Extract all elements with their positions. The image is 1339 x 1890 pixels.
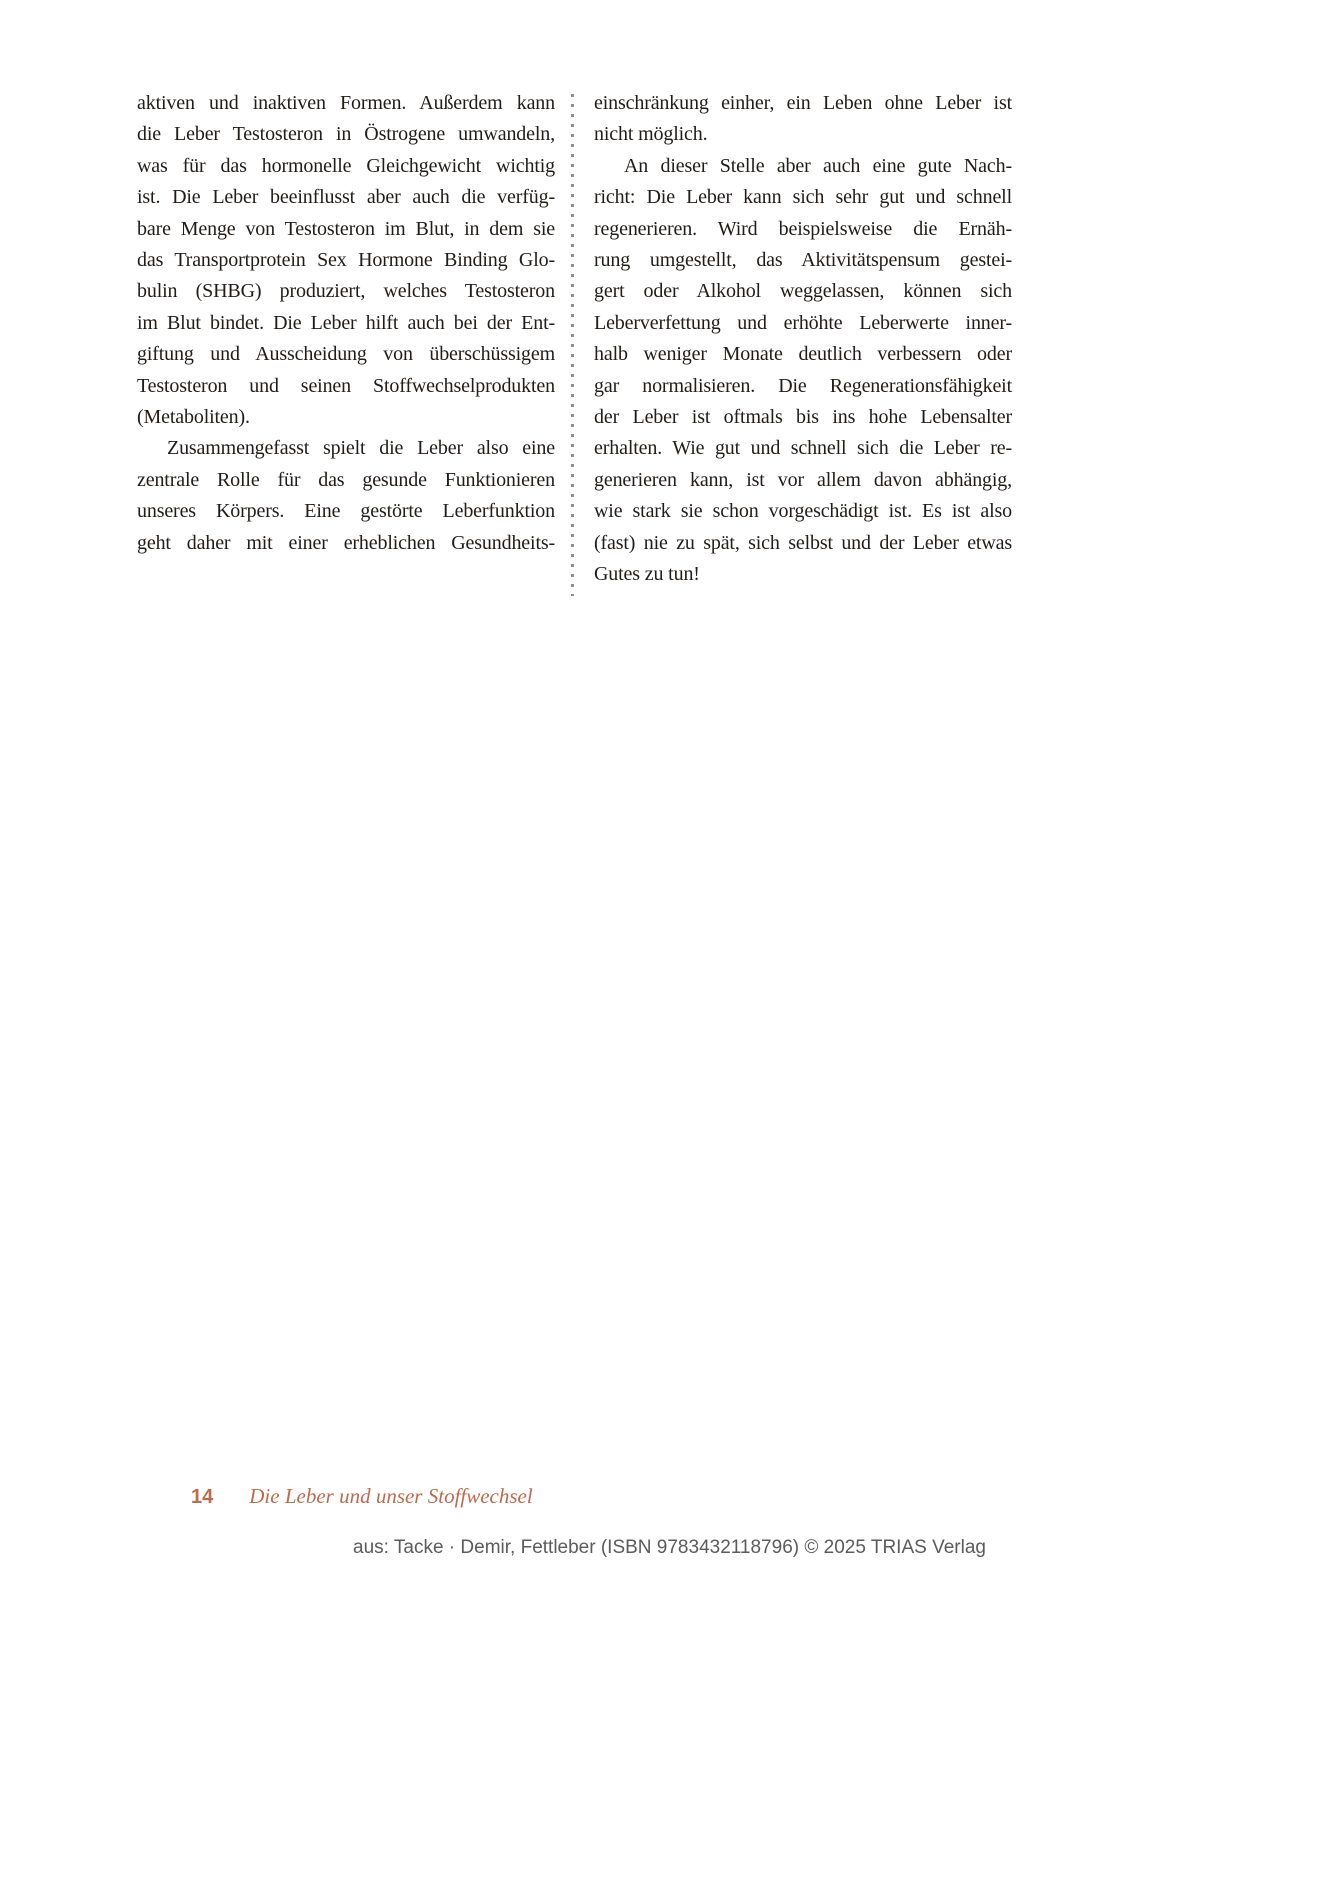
text-line: das Transportprotein Sex Hormone Binding Glo- [137, 249, 555, 272]
page-number: 14 [191, 1486, 214, 1508]
text-line: (fast) nie zu spät, sich selbst und der Leber etwas [594, 531, 1012, 554]
text-line: Testosteron und seinen Stoffwechselprodukten [137, 374, 555, 397]
text-column-left [137, 88, 555, 559]
text-line: geht daher mit einer erheblichen Gesundheits- [137, 531, 555, 554]
text-line: Zusammengefasst spielt die Leber also eine [167, 437, 555, 460]
text-line: Gutes zu tun! [594, 563, 700, 586]
column-divider-dotted [571, 94, 574, 596]
text-line: nicht möglich. [594, 123, 708, 146]
text-line: erhalten. Wie gut und schnell sich die Leber re- [594, 437, 1012, 460]
text-line: gert oder Alkohol weggelassen, können sich [594, 280, 1012, 303]
text-line: richt: Die Leber kann sich sehr gut und schnell [594, 186, 1012, 209]
page-footer [191, 1484, 533, 1509]
text-line: der Leber ist oftmals bis ins hohe Lebensalter [594, 406, 1012, 429]
text-line: Leberverfettung und erhöhte Leberwerte inner- [594, 311, 1012, 334]
text-line: ist. Die Leber beeinflusst aber auch die verfüg- [137, 186, 555, 209]
text-line: die Leber Testosteron in Östrogene umwandeln, [137, 123, 555, 146]
text-line: (Metaboliten). [137, 406, 250, 429]
text-line: gar normalisieren. Die Regenerationsfähigkeit [594, 374, 1012, 397]
text-line: einschränkung einher, ein Leben ohne Leber ist [594, 92, 1012, 114]
text-column-right [594, 88, 1012, 591]
text-line: bare Menge von Testosteron im Blut, in dem sie [137, 217, 555, 240]
text-line: regenerieren. Wird beispielsweise die Ernäh- [594, 217, 1012, 240]
text-line: giftung und Ausscheidung von überschüssigem [137, 343, 555, 366]
text-line: rung umgestellt, das Aktivitätspensum gestei- [594, 249, 1012, 272]
copyright-credit-line: aus: Tacke · Demir, Fettleber (ISBN 9783432118796) © 2025 TRIAS Verlag [353, 1537, 986, 1558]
text-line: An dieser Stelle aber auch eine gute Nach- [624, 154, 1012, 177]
text-line: unseres Körpers. Eine gestörte Leberfunktion [137, 500, 555, 523]
text-line: zentrale Rolle für das gesunde Funktionieren [137, 468, 555, 491]
text-line: halb weniger Monate deutlich verbessern oder [594, 343, 1012, 366]
text-line: im Blut bindet. Die Leber hilft auch bei der Ent- [137, 311, 555, 334]
chapter-title: Die Leber und unser Stoffwechsel [249, 1484, 533, 1508]
text-line: bulin (SHBG) produziert, welches Testosteron [137, 280, 555, 303]
text-line: generieren kann, ist vor allem davon abhängig, [594, 468, 1012, 491]
text-line: aktiven und inaktiven Formen. Außerdem kann [137, 92, 555, 114]
text-line: wie stark sie schon vorgeschädigt ist. Es ist also [594, 500, 1012, 523]
text-line: was für das hormonelle Gleichgewicht wichtig [137, 154, 555, 177]
